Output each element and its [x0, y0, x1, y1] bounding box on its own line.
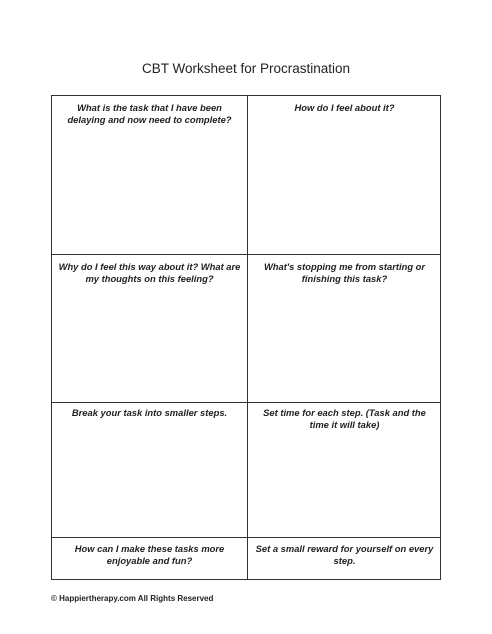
- worksheet-title: CBT Worksheet for Procrastination: [141, 61, 351, 76]
- grid-row-divider-2: [52, 402, 440, 403]
- prompt-why-feel: Why do I feel this way about it? What are my thoughts on this feeling?: [58, 261, 241, 284]
- grid-column-divider: [247, 96, 248, 579]
- worksheet-grid: [51, 95, 441, 580]
- prompt-whats-stopping: What's stopping me from starting or finishing this task?: [263, 261, 426, 284]
- prompt-task-delaying: What is the task that I have been delaying and now need to complete?: [67, 102, 232, 125]
- prompt-set-reward: Set a small reward for yourself on every step.: [255, 543, 434, 566]
- grid-row-divider-3: [52, 537, 440, 538]
- copyright-footer: © Happiertherapy.com All Rights Reserved: [51, 594, 214, 603]
- prompt-set-time: Set time for each step. (Task and the time it will take): [263, 407, 426, 430]
- prompt-feelings: How do I feel about it?: [294, 102, 395, 113]
- prompt-break-task: Break your task into smaller steps.: [71, 407, 228, 418]
- grid-row-divider-1: [52, 254, 440, 255]
- prompt-make-enjoyable: How can I make these tasks more enjoyable and fun?: [74, 543, 225, 566]
